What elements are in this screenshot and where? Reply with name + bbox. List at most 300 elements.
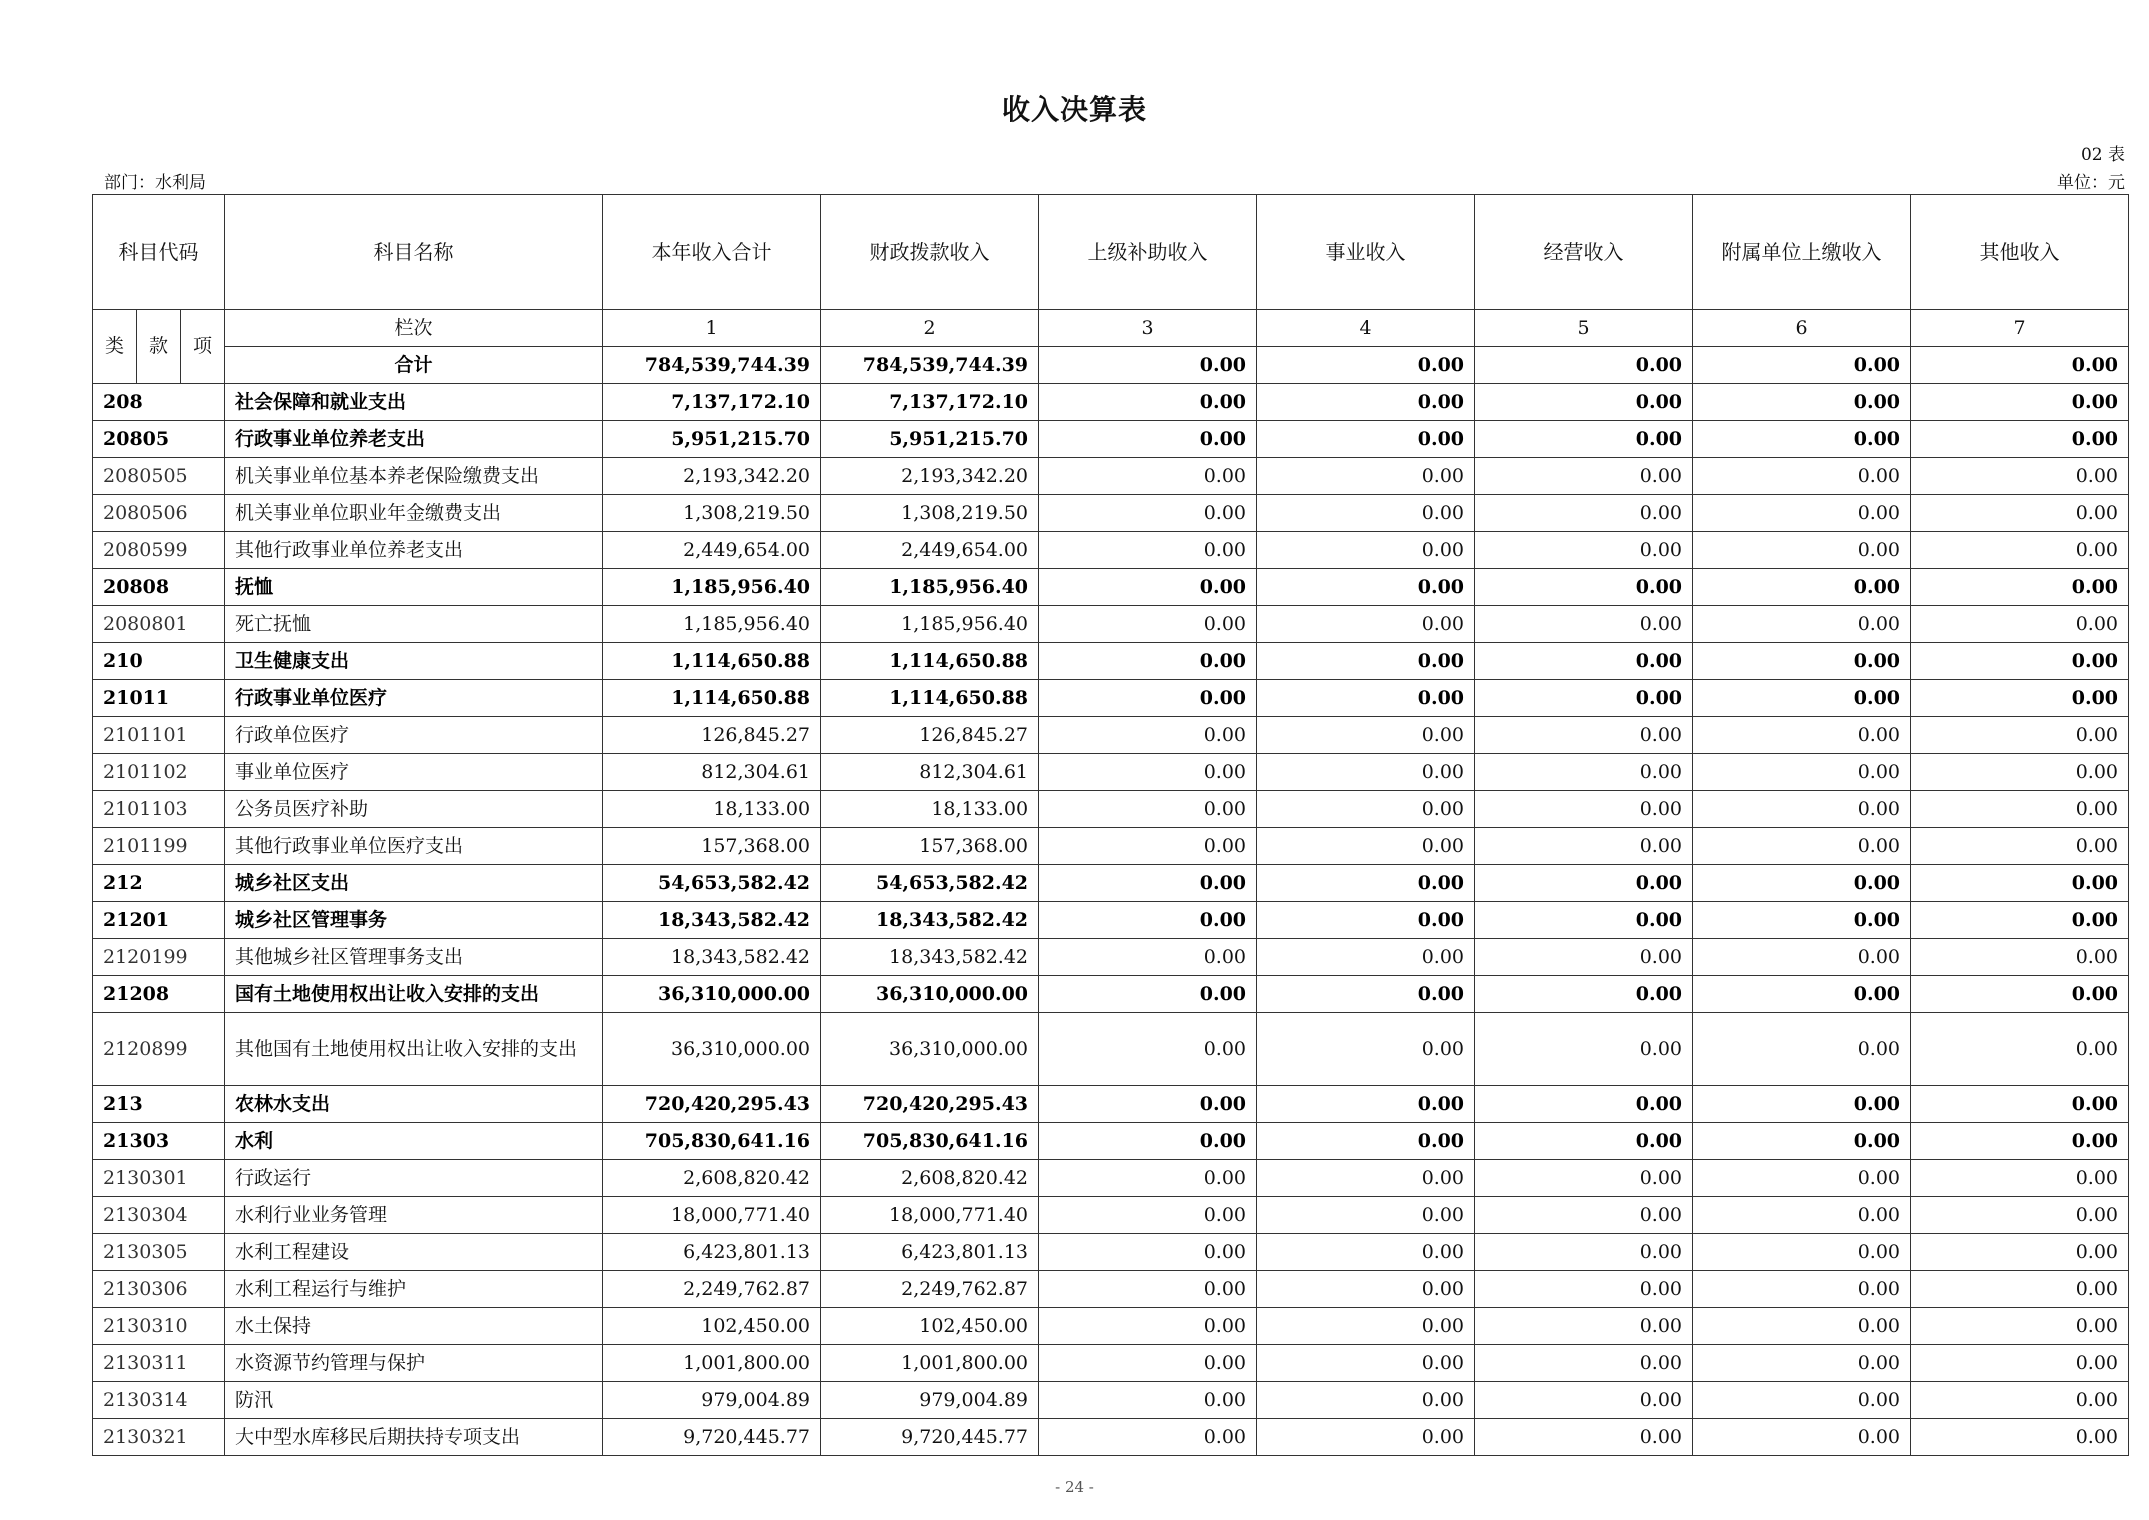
row-value: 0.00 [1693, 865, 1911, 902]
table-row [93, 421, 2129, 458]
row-value: 18,133.00 [821, 791, 1039, 828]
row-code: 2080506 [93, 495, 225, 532]
row-value: 705,830,641.16 [821, 1123, 1039, 1160]
table-row [93, 865, 2129, 902]
table-row [93, 1419, 2129, 1456]
header-name: 科目名称 [225, 195, 603, 310]
row-value: 0.00 [1911, 1308, 2129, 1345]
row-value: 0.00 [1257, 791, 1475, 828]
row-name: 行政运行 [225, 1160, 603, 1197]
row-value: 1,185,956.40 [821, 606, 1039, 643]
row-value: 0.00 [1257, 754, 1475, 791]
row-name: 水利行业业务管理 [225, 1197, 603, 1234]
row-value: 0.00 [1693, 1013, 1911, 1086]
row-value: 1,185,956.40 [603, 569, 821, 606]
row-value: 0.00 [1911, 1419, 2129, 1456]
row-value: 0.00 [1693, 754, 1911, 791]
row-name: 行政事业单位养老支出 [225, 421, 603, 458]
row-value: 0.00 [1911, 606, 2129, 643]
row-value: 0.00 [1475, 939, 1693, 976]
row-value: 0.00 [1911, 1197, 2129, 1234]
row-value: 0.00 [1039, 754, 1257, 791]
page-title: 收入决算表 [1001, 93, 1147, 126]
table-row [93, 1308, 2129, 1345]
row-value: 7,137,172.10 [821, 384, 1039, 421]
row-value: 0.00 [1475, 1382, 1693, 1419]
row-code: 2130301 [93, 1160, 225, 1197]
row-value: 0.00 [1257, 828, 1475, 865]
row-value: 0.00 [1039, 384, 1257, 421]
row-code: 21303 [93, 1123, 225, 1160]
row-value: 2,249,762.87 [603, 1271, 821, 1308]
total-value: 784,539,744.39 [603, 347, 821, 384]
table-row [93, 384, 2129, 421]
xiang-label: 项 [181, 310, 225, 384]
row-name: 社会保障和就业支出 [225, 384, 603, 421]
row-value: 157,368.00 [603, 828, 821, 865]
unit-label: 单位：元 [2057, 173, 2125, 193]
row-value: 0.00 [1257, 1160, 1475, 1197]
row-value: 1,185,956.40 [821, 569, 1039, 606]
row-value: 0.00 [1257, 1013, 1475, 1086]
row-value: 1,114,650.88 [603, 680, 821, 717]
row-value: 0.00 [1257, 717, 1475, 754]
row-value: 0.00 [1693, 1271, 1911, 1308]
row-value: 0.00 [1911, 1345, 2129, 1382]
row-value: 0.00 [1039, 976, 1257, 1013]
row-code: 2130321 [93, 1419, 225, 1456]
row-value: 0.00 [1475, 754, 1693, 791]
row-value: 0.00 [1911, 1086, 2129, 1123]
header-col: 上级补助收入 [1039, 195, 1257, 310]
row-value: 1,114,650.88 [821, 680, 1039, 717]
row-value: 0.00 [1257, 495, 1475, 532]
lei-label: 类 [93, 310, 137, 384]
row-value: 0.00 [1911, 1271, 2129, 1308]
row-value: 0.00 [1039, 1086, 1257, 1123]
column-number: 6 [1693, 310, 1911, 347]
row-code: 2080599 [93, 532, 225, 569]
header-col: 本年收入合计 [603, 195, 821, 310]
row-value: 0.00 [1693, 1160, 1911, 1197]
table-row [93, 1160, 2129, 1197]
table-row [93, 902, 2129, 939]
total-value: 0.00 [1039, 347, 1257, 384]
row-value: 0.00 [1475, 976, 1693, 1013]
row-value: 0.00 [1257, 532, 1475, 569]
row-value: 0.00 [1257, 1345, 1475, 1382]
row-value: 126,845.27 [821, 717, 1039, 754]
row-value: 0.00 [1911, 495, 2129, 532]
row-value: 0.00 [1693, 421, 1911, 458]
row-name: 机关事业单位职业年金缴费支出 [225, 495, 603, 532]
row-value: 0.00 [1693, 976, 1911, 1013]
header-col: 财政拨款收入 [821, 195, 1039, 310]
row-value: 0.00 [1039, 902, 1257, 939]
column-number: 4 [1257, 310, 1475, 347]
row-value: 0.00 [1911, 902, 2129, 939]
row-value: 0.00 [1257, 1271, 1475, 1308]
row-code: 212 [93, 865, 225, 902]
row-value: 0.00 [1693, 1197, 1911, 1234]
table-row [93, 754, 2129, 791]
row-value: 0.00 [1039, 1234, 1257, 1271]
row-value: 0.00 [1475, 421, 1693, 458]
table-row [93, 1271, 2129, 1308]
row-value: 18,343,582.42 [603, 939, 821, 976]
row-value: 0.00 [1039, 1013, 1257, 1086]
row-value: 18,133.00 [603, 791, 821, 828]
row-name: 防汛 [225, 1382, 603, 1419]
row-name: 事业单位医疗 [225, 754, 603, 791]
row-value: 1,114,650.88 [821, 643, 1039, 680]
row-value: 0.00 [1475, 458, 1693, 495]
row-value: 0.00 [1475, 828, 1693, 865]
row-name: 其他行政事业单位医疗支出 [225, 828, 603, 865]
total-value: 0.00 [1475, 347, 1693, 384]
row-value: 0.00 [1911, 1123, 2129, 1160]
row-name: 城乡社区支出 [225, 865, 603, 902]
row-value: 0.00 [1257, 1308, 1475, 1345]
row-value: 0.00 [1911, 1013, 2129, 1086]
total-value: 0.00 [1911, 347, 2129, 384]
row-name: 水利工程建设 [225, 1234, 603, 1271]
row-value: 2,193,342.20 [821, 458, 1039, 495]
row-name: 水资源节约管理与保护 [225, 1345, 603, 1382]
row-code: 2101102 [93, 754, 225, 791]
row-value: 1,185,956.40 [603, 606, 821, 643]
row-value: 1,308,219.50 [603, 495, 821, 532]
row-value: 0.00 [1039, 458, 1257, 495]
row-value: 0.00 [1257, 1086, 1475, 1123]
total-row [93, 347, 2129, 384]
row-code: 208 [93, 384, 225, 421]
row-code: 2130314 [93, 1382, 225, 1419]
column-number: 1 [603, 310, 821, 347]
row-value: 0.00 [1475, 1086, 1693, 1123]
row-value: 157,368.00 [821, 828, 1039, 865]
table-row [93, 569, 2129, 606]
row-value: 9,720,445.77 [821, 1419, 1039, 1456]
row-value: 0.00 [1475, 791, 1693, 828]
table-row [93, 976, 2129, 1013]
row-code: 2120899 [93, 1013, 225, 1086]
row-value: 0.00 [1911, 1234, 2129, 1271]
row-value: 0.00 [1693, 569, 1911, 606]
row-code: 2101199 [93, 828, 225, 865]
row-value: 0.00 [1693, 791, 1911, 828]
row-value: 0.00 [1475, 902, 1693, 939]
row-name: 其他行政事业单位养老支出 [225, 532, 603, 569]
row-value: 979,004.89 [603, 1382, 821, 1419]
row-value: 0.00 [1257, 1197, 1475, 1234]
row-value: 7,137,172.10 [603, 384, 821, 421]
row-value: 0.00 [1911, 865, 2129, 902]
row-value: 0.00 [1257, 643, 1475, 680]
row-value: 0.00 [1039, 643, 1257, 680]
row-value: 2,608,820.42 [821, 1160, 1039, 1197]
row-value: 720,420,295.43 [603, 1086, 821, 1123]
row-value: 0.00 [1039, 1197, 1257, 1234]
row-value: 2,449,654.00 [821, 532, 1039, 569]
table-row [93, 1382, 2129, 1419]
row-value: 0.00 [1475, 865, 1693, 902]
column-number: 3 [1039, 310, 1257, 347]
row-value: 0.00 [1039, 865, 1257, 902]
row-name: 行政单位医疗 [225, 717, 603, 754]
row-value: 0.00 [1693, 1308, 1911, 1345]
row-value: 720,420,295.43 [821, 1086, 1039, 1123]
department-label: 部门：水利局 [104, 173, 206, 193]
row-name: 卫生健康支出 [225, 643, 603, 680]
table-row [93, 939, 2129, 976]
row-value: 18,343,582.42 [821, 939, 1039, 976]
row-code: 2080801 [93, 606, 225, 643]
row-value: 36,310,000.00 [603, 1013, 821, 1086]
row-code: 2080505 [93, 458, 225, 495]
row-value: 0.00 [1475, 1308, 1693, 1345]
row-value: 812,304.61 [603, 754, 821, 791]
row-value: 0.00 [1475, 1013, 1693, 1086]
row-value: 0.00 [1257, 902, 1475, 939]
row-value: 0.00 [1911, 828, 2129, 865]
row-value: 0.00 [1693, 902, 1911, 939]
row-value: 0.00 [1475, 606, 1693, 643]
row-value: 0.00 [1475, 384, 1693, 421]
total-label: 合计 [225, 347, 603, 384]
header-col: 附属单位上缴收入 [1693, 195, 1911, 310]
table-row [93, 1197, 2129, 1234]
row-name: 死亡抚恤 [225, 606, 603, 643]
row-value: 0.00 [1039, 939, 1257, 976]
row-value: 1,001,800.00 [603, 1345, 821, 1382]
row-value: 102,450.00 [603, 1308, 821, 1345]
row-value: 0.00 [1039, 1160, 1257, 1197]
row-name: 国有土地使用权出让收入安排的支出 [225, 976, 603, 1013]
lanci-label: 栏次 [225, 310, 603, 347]
row-value: 0.00 [1693, 939, 1911, 976]
row-value: 0.00 [1911, 1382, 2129, 1419]
row-value: 0.00 [1039, 495, 1257, 532]
row-value: 0.00 [1475, 1197, 1693, 1234]
row-code: 210 [93, 643, 225, 680]
table-row [93, 495, 2129, 532]
header-col: 经营收入 [1475, 195, 1693, 310]
row-value: 0.00 [1693, 1123, 1911, 1160]
row-value: 0.00 [1475, 569, 1693, 606]
row-name: 水利 [225, 1123, 603, 1160]
row-name: 农林水支出 [225, 1086, 603, 1123]
row-value: 2,449,654.00 [603, 532, 821, 569]
row-value: 1,308,219.50 [821, 495, 1039, 532]
page-number: - 24 - [1055, 1478, 1094, 1496]
row-value: 0.00 [1475, 1419, 1693, 1456]
row-value: 36,310,000.00 [821, 976, 1039, 1013]
row-code: 2130305 [93, 1234, 225, 1271]
row-value: 0.00 [1257, 939, 1475, 976]
row-code: 21201 [93, 902, 225, 939]
row-name: 其他国有土地使用权出让收入安排的支出 [225, 1013, 603, 1086]
row-value: 0.00 [1257, 421, 1475, 458]
row-code: 213 [93, 1086, 225, 1123]
row-value: 0.00 [1039, 828, 1257, 865]
row-value: 0.00 [1039, 569, 1257, 606]
row-value: 0.00 [1475, 1271, 1693, 1308]
row-value: 1,114,650.88 [603, 643, 821, 680]
table-number: 02 表 [2080, 145, 2125, 165]
row-value: 102,450.00 [821, 1308, 1039, 1345]
row-value: 54,653,582.42 [603, 865, 821, 902]
row-value: 0.00 [1039, 606, 1257, 643]
income-table [92, 194, 2129, 1456]
table-row [93, 532, 2129, 569]
table-row [93, 717, 2129, 754]
total-value: 0.00 [1693, 347, 1911, 384]
row-value: 0.00 [1911, 717, 2129, 754]
total-value: 784,539,744.39 [821, 347, 1039, 384]
row-value: 0.00 [1693, 606, 1911, 643]
row-name: 机关事业单位基本养老保险缴费支出 [225, 458, 603, 495]
row-value: 126,845.27 [603, 717, 821, 754]
row-code: 2130310 [93, 1308, 225, 1345]
row-value: 0.00 [1911, 791, 2129, 828]
row-value: 0.00 [1693, 828, 1911, 865]
row-value: 9,720,445.77 [603, 1419, 821, 1456]
row-value: 0.00 [1257, 1123, 1475, 1160]
row-code: 2130311 [93, 1345, 225, 1382]
table-row [93, 791, 2129, 828]
row-value: 705,830,641.16 [603, 1123, 821, 1160]
row-value: 0.00 [1475, 532, 1693, 569]
header-row [93, 195, 2129, 310]
row-value: 0.00 [1693, 717, 1911, 754]
row-name: 水土保持 [225, 1308, 603, 1345]
row-value: 0.00 [1693, 1345, 1911, 1382]
header-col: 其他收入 [1911, 195, 2129, 310]
kuan-label: 款 [137, 310, 181, 384]
row-value: 0.00 [1475, 1160, 1693, 1197]
row-code: 2101103 [93, 791, 225, 828]
row-value: 0.00 [1693, 495, 1911, 532]
row-value: 0.00 [1039, 791, 1257, 828]
row-value: 0.00 [1039, 1345, 1257, 1382]
column-number: 5 [1475, 310, 1693, 347]
row-name: 公务员医疗补助 [225, 791, 603, 828]
row-value: 812,304.61 [821, 754, 1039, 791]
row-value: 0.00 [1911, 569, 2129, 606]
row-code: 20805 [93, 421, 225, 458]
row-value: 0.00 [1039, 532, 1257, 569]
row-value: 0.00 [1693, 680, 1911, 717]
table-row [93, 643, 2129, 680]
row-value: 2,249,762.87 [821, 1271, 1039, 1308]
row-value: 0.00 [1911, 421, 2129, 458]
row-value: 0.00 [1257, 680, 1475, 717]
row-value: 0.00 [1693, 1419, 1911, 1456]
row-name: 抚恤 [225, 569, 603, 606]
row-code: 21208 [93, 976, 225, 1013]
row-value: 0.00 [1911, 1160, 2129, 1197]
row-value: 0.00 [1475, 643, 1693, 680]
row-value: 0.00 [1693, 384, 1911, 421]
row-value: 0.00 [1475, 680, 1693, 717]
row-value: 18,000,771.40 [603, 1197, 821, 1234]
row-value: 1,001,800.00 [821, 1345, 1039, 1382]
column-number: 7 [1911, 310, 2129, 347]
row-code: 20808 [93, 569, 225, 606]
row-value: 18,000,771.40 [821, 1197, 1039, 1234]
row-value: 0.00 [1039, 421, 1257, 458]
row-value: 0.00 [1039, 1271, 1257, 1308]
row-value: 0.00 [1911, 754, 2129, 791]
table-row [93, 828, 2129, 865]
row-value: 0.00 [1257, 384, 1475, 421]
row-value: 0.00 [1257, 976, 1475, 1013]
row-value: 6,423,801.13 [603, 1234, 821, 1271]
row-value: 0.00 [1475, 1123, 1693, 1160]
row-value: 0.00 [1911, 680, 2129, 717]
row-value: 0.00 [1257, 606, 1475, 643]
row-name: 大中型水库移民后期扶持专项支出 [225, 1419, 603, 1456]
row-value: 0.00 [1039, 1123, 1257, 1160]
row-name: 水利工程运行与维护 [225, 1271, 603, 1308]
row-name: 其他城乡社区管理事务支出 [225, 939, 603, 976]
row-value: 0.00 [1693, 1382, 1911, 1419]
row-value: 0.00 [1475, 1234, 1693, 1271]
row-code: 2120199 [93, 939, 225, 976]
row-value: 0.00 [1475, 495, 1693, 532]
row-name: 行政事业单位医疗 [225, 680, 603, 717]
row-value: 0.00 [1911, 458, 2129, 495]
table-row [93, 680, 2129, 717]
row-value: 0.00 [1911, 976, 2129, 1013]
table-row [93, 606, 2129, 643]
row-value: 0.00 [1039, 680, 1257, 717]
table-row [93, 1234, 2129, 1271]
row-value: 0.00 [1693, 1234, 1911, 1271]
row-value: 2,193,342.20 [603, 458, 821, 495]
row-value: 0.00 [1039, 1308, 1257, 1345]
row-value: 0.00 [1475, 1345, 1693, 1382]
row-value: 0.00 [1911, 532, 2129, 569]
row-value: 0.00 [1257, 569, 1475, 606]
row-value: 0.00 [1039, 1419, 1257, 1456]
row-value: 18,343,582.42 [603, 902, 821, 939]
row-value: 0.00 [1911, 643, 2129, 680]
row-value: 5,951,215.70 [603, 421, 821, 458]
row-value: 0.00 [1257, 1382, 1475, 1419]
row-value: 0.00 [1257, 1419, 1475, 1456]
table-row [93, 1013, 2129, 1086]
row-value: 0.00 [1039, 717, 1257, 754]
column-number: 2 [821, 310, 1039, 347]
header-col: 事业收入 [1257, 195, 1475, 310]
row-value: 18,343,582.42 [821, 902, 1039, 939]
row-value: 0.00 [1039, 1382, 1257, 1419]
row-value: 0.00 [1257, 865, 1475, 902]
row-value: 5,951,215.70 [821, 421, 1039, 458]
row-value: 2,608,820.42 [603, 1160, 821, 1197]
row-value: 0.00 [1257, 458, 1475, 495]
row-value: 0.00 [1911, 384, 2129, 421]
header-code: 科目代码 [93, 195, 225, 310]
row-value: 0.00 [1693, 532, 1911, 569]
row-value: 0.00 [1475, 717, 1693, 754]
row-code: 2130304 [93, 1197, 225, 1234]
row-code: 2101101 [93, 717, 225, 754]
row-value: 36,310,000.00 [603, 976, 821, 1013]
row-name: 城乡社区管理事务 [225, 902, 603, 939]
